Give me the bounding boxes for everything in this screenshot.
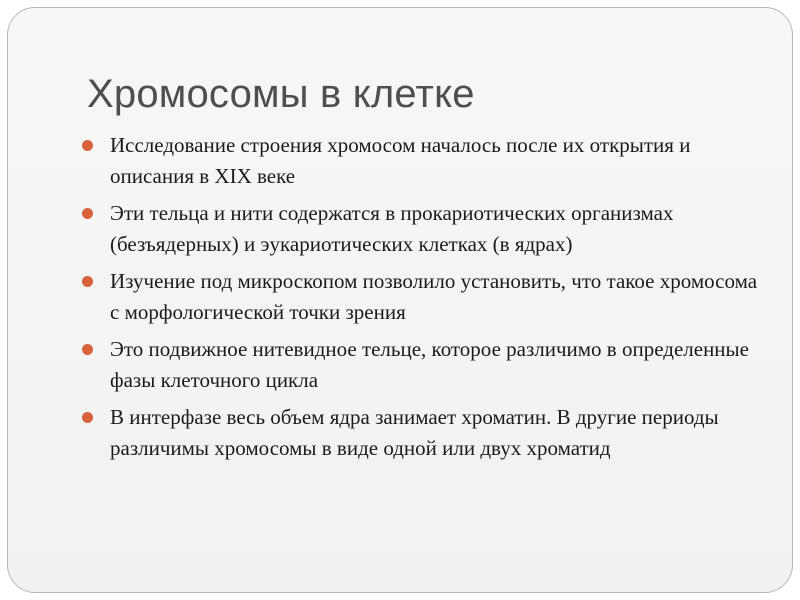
bullet-item (82, 402, 762, 463)
bullet-text: Изучение под микроскопом позволило установить, что такое хромосома с морфологической точки зрения (110, 269, 758, 324)
bullet-text: Исследование строения хромосом началось после их открытия и описания в XIX веке (110, 133, 691, 188)
bullet-item (82, 266, 762, 327)
bullet-item (82, 198, 762, 259)
bullet-item (82, 334, 762, 395)
bullet-icon (82, 208, 93, 219)
slide-title: Хромосомы в клетке (87, 72, 475, 116)
bullet-icon (82, 412, 93, 423)
bullet-icon (82, 344, 93, 355)
bullet-list (82, 130, 762, 470)
bullet-icon (82, 140, 93, 151)
bullet-icon (82, 276, 93, 287)
bullet-text: В интерфазе весь объем ядра занимает хроматин. В другие периоды различимы хромосомы в виде одной или двух хроматид (110, 405, 719, 460)
bullet-item (82, 130, 762, 191)
bullet-text: Это подвижное нитевидное тельце, которое различимо в определенные фазы клеточного цикла (110, 337, 749, 392)
bullet-text: Эти тельца и нити содержатся в прокариотических организмах (безъядерных) и эукариотических клетках (в ядрах) (110, 201, 674, 256)
